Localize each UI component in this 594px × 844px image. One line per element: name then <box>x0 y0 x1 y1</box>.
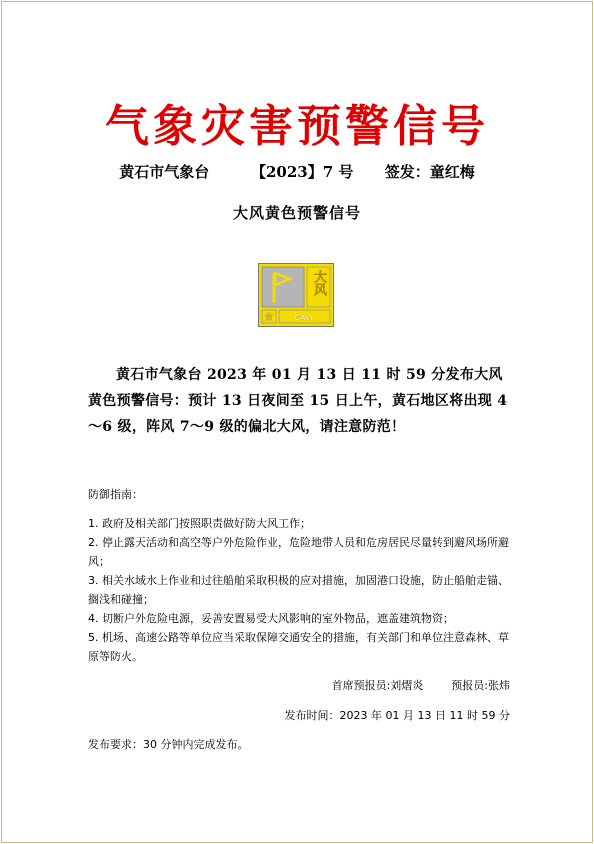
issue-time: 发布时间：2023 年 01 月 13 日 11 时 59 分 <box>284 709 510 722</box>
chief-forecaster: 首席预报员:刘熠炎 <box>331 679 424 692</box>
issuer-name: 黄石市气象台 <box>119 163 210 181</box>
guide-item: 4. 切断户外危险电源，妥善安置易受大风影响的室外物品，遮盖建筑物资； <box>88 612 454 625</box>
guide-item: 2. 停止露天活动和高空等户外危险作业，危险地带人员和危房居民尽量转到避风场所避风； <box>88 536 509 568</box>
publish-requirement: 发布要求：30 分钟内完成发布。 <box>88 738 249 751</box>
guide-list <box>88 514 512 666</box>
gale-yellow-signal-icon <box>258 263 334 327</box>
signal-small-left-text: 黄 <box>264 313 274 324</box>
guide-item: 1. 政府及相关部门按照职责做好防大风工作； <box>88 517 311 530</box>
page-title: 气象灾害预警信号 <box>105 101 489 152</box>
signal-name: 大风黄色预警信号 <box>232 204 361 222</box>
forecaster: 预报员:张炜 <box>451 679 510 692</box>
signal-small-right-text: GALE <box>294 314 315 322</box>
guide-item: 3. 相关水域水上作业和过往船舶采取积极的应对措施，加固港口设施，防止船舶走锚、搁浅和碰撞； <box>88 574 509 606</box>
signal-big-text: 大风 <box>311 270 326 296</box>
guide-item: 5. 机场、高速公路等单位应当采取保障交通安全的措施，有关部门和单位注意森林、草原等防火。 <box>88 631 509 663</box>
warning-summary: 黄石市气象台 2023 年 01 月 13 日 11 时 59 分发布大风黄色预警信号：预计 13 日夜间至 15 日上午，黄石地区将出现 4～6 级，阵风 7～9 级的偏北大风，请注意防范！ <box>88 367 508 435</box>
signer: 签发：童红梅 <box>384 163 475 181</box>
document-number: 【2023】7 号 <box>251 163 354 181</box>
guide-title: 防御指南： <box>88 488 143 501</box>
forecasters <box>300 677 510 693</box>
document-meta <box>0 161 594 182</box>
